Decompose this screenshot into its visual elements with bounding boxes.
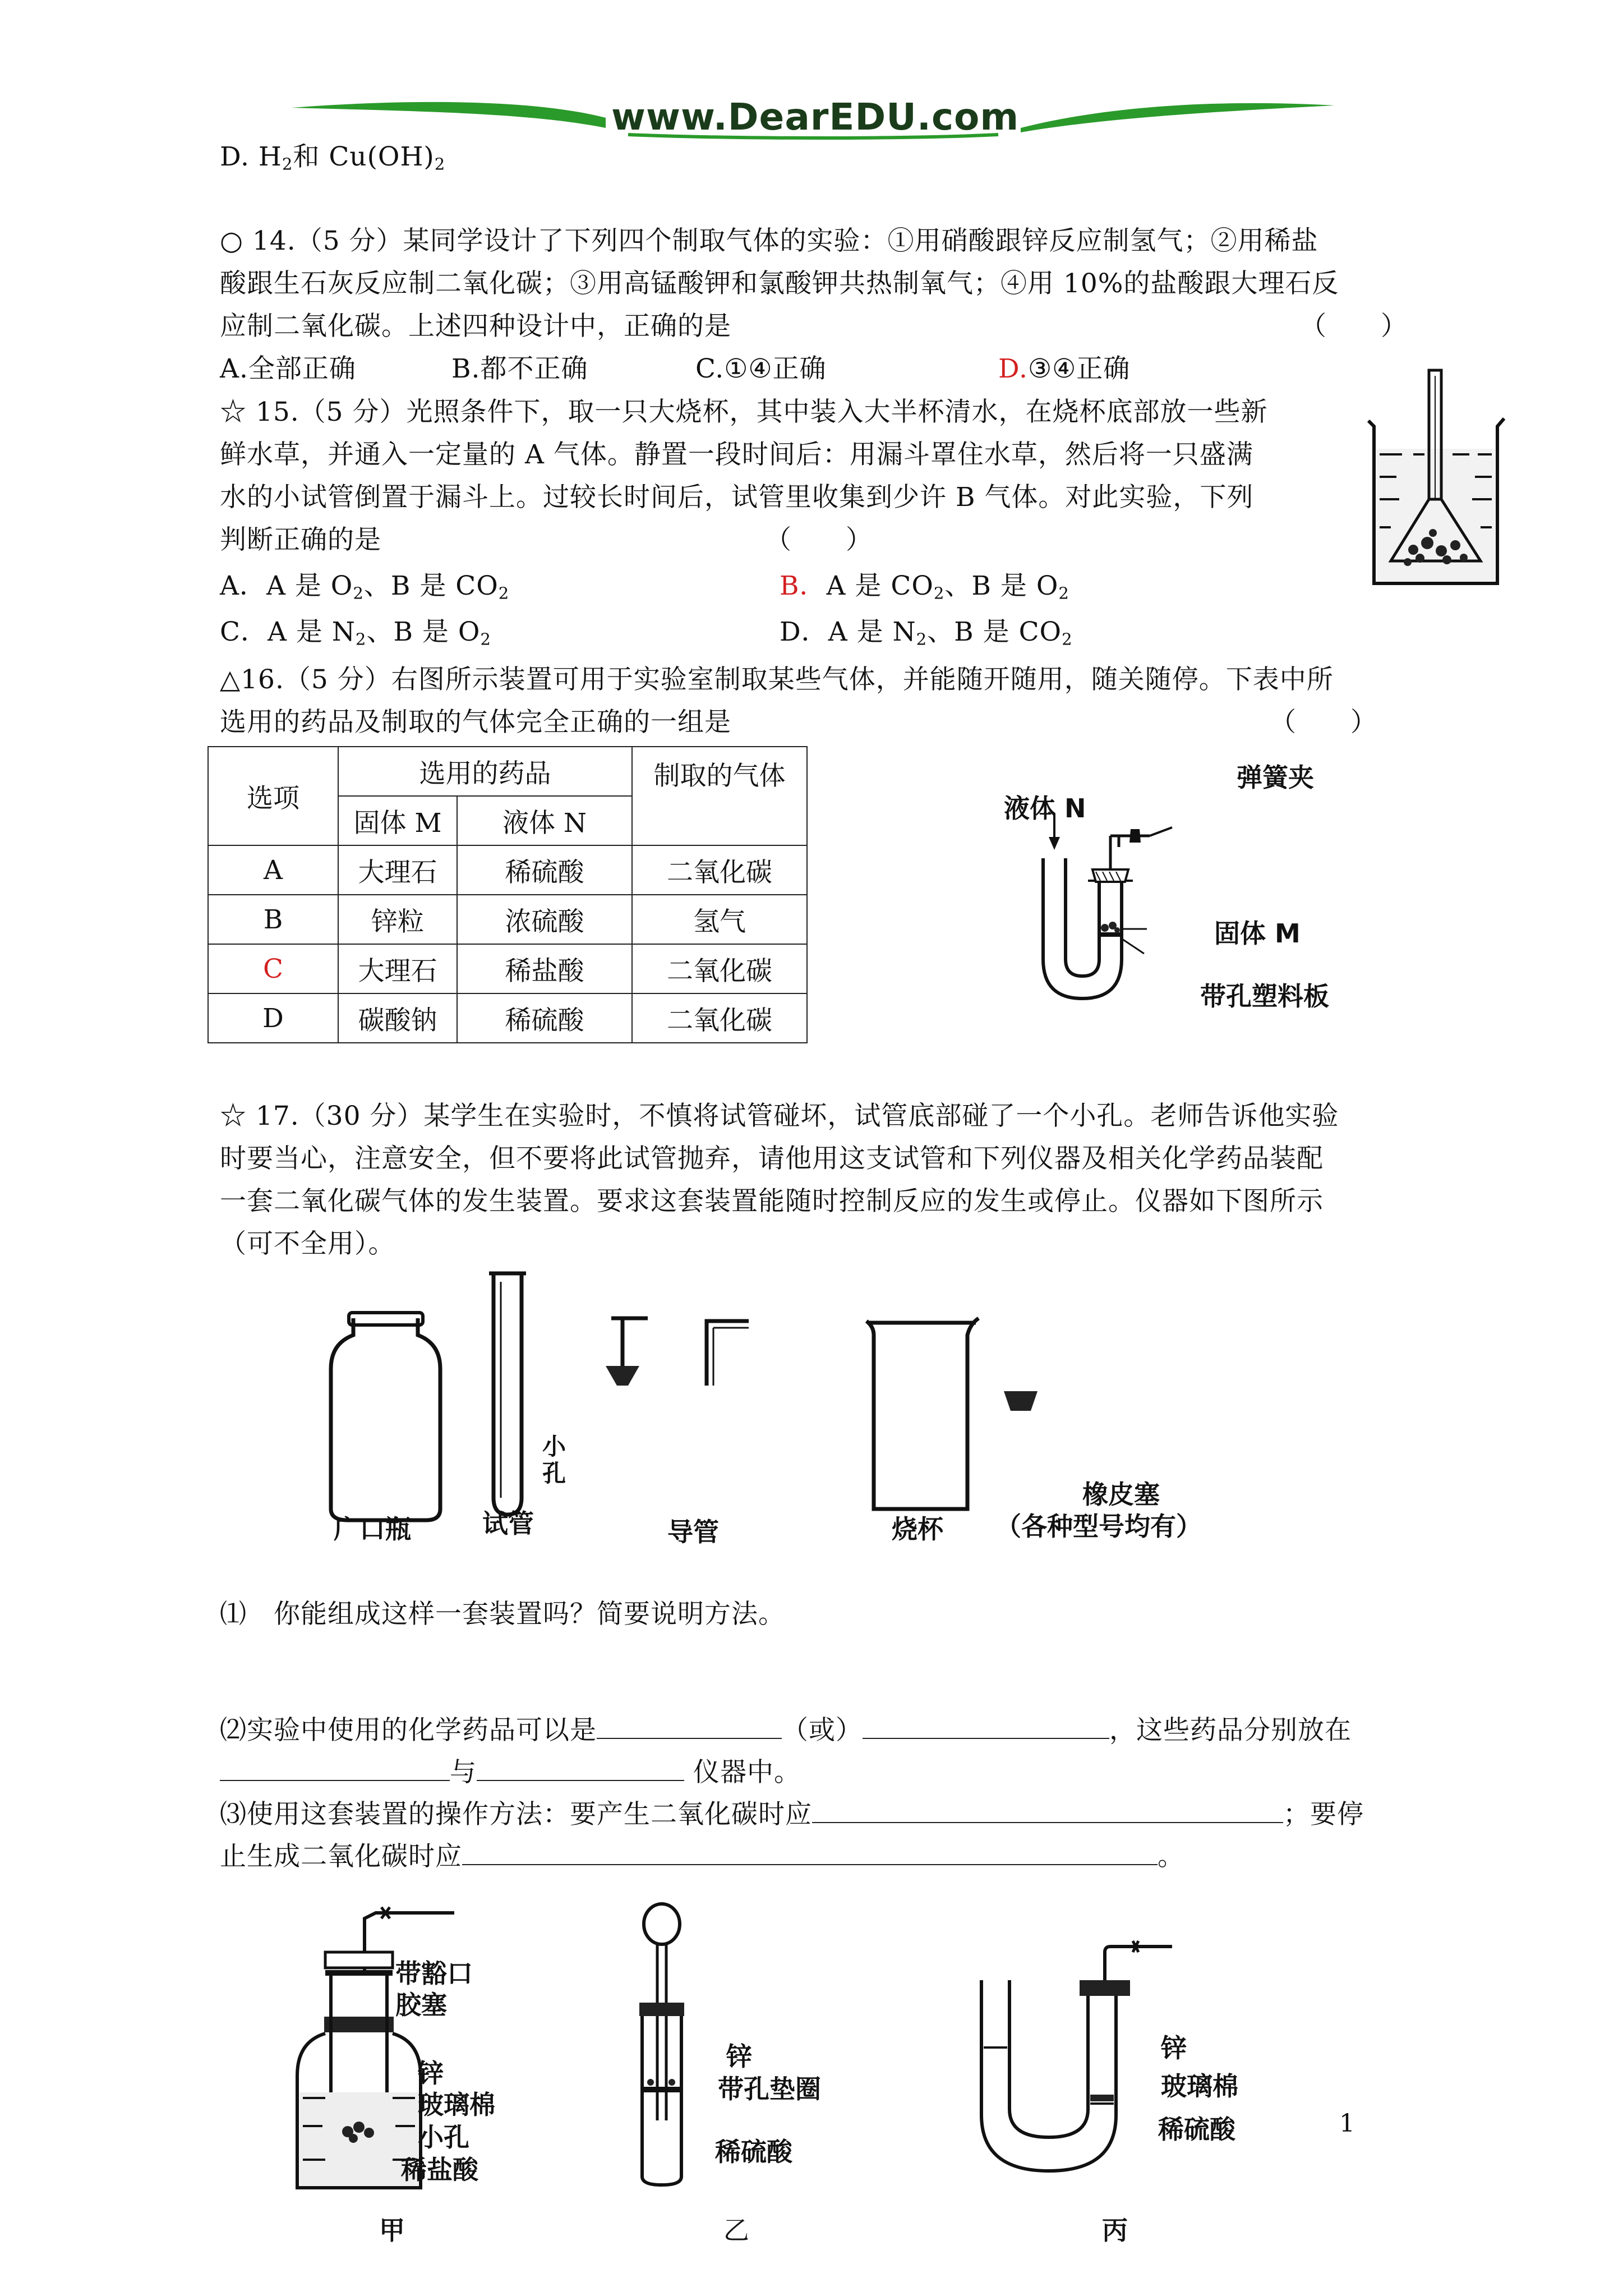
yi-label-acid: 稀硫酸 [715,2137,792,2167]
header-logo-text: www.DearEDU.com [611,95,1020,139]
q15-paren: （ ） [765,524,873,555]
caption-bing: 丙 [1102,2215,1128,2246]
jia-label-hcl: 稀盐酸 [401,2155,478,2185]
label-small-hole: 小孔 [542,1433,566,1487]
cell-liquid: 稀硫酸 [457,993,632,1043]
bing-label-acid: 稀硫酸 [1158,2114,1235,2145]
wide-mouth-bottle [331,1313,440,1520]
q14-line-1: ○ 14.（5 分）某同学设计了下列四个制取气体的实验：①用硝酸跟锌反应制氢气；②用稀盐 [220,226,1318,256]
q15-option-c: C．A 是 $N_2$、B 是 $O_2$ [220,616,491,649]
label-perforated-plate: 带孔塑料板 [1200,981,1329,1011]
jia-label-glass-wool: 玻璃棉 [418,2090,495,2120]
bing-label-zinc: 锌 [1161,2033,1187,2063]
q14-line-3: 应制二氧化碳。上述四种设计中，正确的是 [220,311,731,342]
page-number: 1 [1339,2109,1355,2138]
q17-sub2-line1: ⑵实验中使用的化学药品可以是 （或） ，这些药品分别放在 [220,1715,1352,1746]
q14-option-c: C.①④正确 [695,353,827,384]
cell-gas: 氢气 [632,895,807,944]
q15-line-4: 判断正确的是 [220,524,381,555]
header-option: 选项 [208,747,338,845]
table-row [208,993,807,1043]
q15-option-d: D．A 是 $N_2$、B 是 $CO_2$ [780,616,1073,649]
label-beaker: 烧杯 [892,1514,943,1544]
q15-beaker-figure [1357,365,1514,589]
cell-liquid: 浓硫酸 [457,895,632,944]
q15-line-2: 鲜水草，并通入一定量的 A 气体。静置一段时间后：用漏斗罩住水草，然后将一只盛满 [220,439,1253,470]
header-liquid: 液体 N [457,796,632,845]
beaker [866,1318,979,1509]
bing-label-glass-wool: 玻璃棉 [1161,2071,1238,2101]
answer-blank-drug-1[interactable] [597,1717,782,1739]
q15-option-b: B．A 是 $CO_2$、B 是 $O_2$ [780,570,1069,603]
caption-yi: 乙 [723,2215,749,2246]
jia-label-stopper: 带豁口 胶塞 [395,1958,473,2020]
cell-option: D [208,993,338,1043]
q16-paren: （ ） [1270,707,1377,738]
header-gas: 制取的气体 [632,747,807,845]
bent-tube [707,1321,749,1386]
q17-sub2-line2: 与 仪器中。 [220,1756,801,1789]
cell-solid: 大理石 [338,845,457,895]
cell-option-answer: C [208,944,338,993]
prev-option-d: D. $H_2$和 $Cu(OH)_2$ [220,141,446,174]
q16-line-1: △16.（5 分）右图所示装置可用于实验室制取某些气体，并能随开随用，随关随停。下表中所 [220,664,1334,695]
yi-label-ring: 带孔垫圈 [718,2074,821,2104]
q17-line-4: （可不全用）。 [220,1228,395,1259]
answer-blank-drug-2[interactable] [863,1717,1109,1739]
label-spring-clamp: 弹簧夹 [1237,762,1314,793]
label-rubber-stopper: 橡皮塞 [1082,1479,1160,1510]
figure-jia [292,1896,421,2188]
label-test-tube: 试管 [482,1508,534,1539]
cell-solid: 大理石 [338,944,457,993]
test-tube-with-hole [489,1273,526,1515]
caption-jia: 甲 [379,2215,405,2246]
q17-sub1: ⑴ 你能组成这样一套装置吗？简要说明方法。 [220,1599,785,1630]
cell-option: B [208,895,338,944]
q15-line-3: 水的小试管倒置于漏斗上。过较长时间后，试管里收集到少许 B 气体。对此实验，下列 [220,482,1254,513]
jia-label-zinc: 锌 [418,2058,444,2088]
label-pipe: 导管 [667,1517,719,1547]
cell-solid: 碳酸钠 [338,993,457,1043]
label-wide-mouth-bottle: 广口瓶 [334,1514,411,1544]
q16-options-table [208,746,808,1043]
jia-label-small-hole: 小孔 [418,2122,469,2152]
table-row [208,895,807,944]
q17-sub3-line1: ⑶使用这套装置的操作方法：要产生二氧化碳时应 ；要停 [220,1799,1364,1830]
q14-line-2: 酸跟生石灰反应制二氧化碳；③用高锰酸钾和氯酸钾共热制氧气；④用 10%的盐酸跟大理石反 [220,268,1339,299]
label-liquid-n: 液体 N [1004,793,1086,823]
q17-sub3-line2: 止生成二氧化碳时应 。 [220,1841,1184,1872]
yi-label-zinc: 锌 [726,2041,752,2072]
q16-line-2: 选用的药品及制取的气体完全正确的一组是 [220,707,731,738]
q14-paren: （ ） [1300,311,1408,342]
answer-blank-instrument-2[interactable] [477,1759,684,1781]
header-solid: 固体 M [338,796,457,845]
table-header-row [208,747,807,796]
header-drugs: 选用的药品 [338,747,632,796]
figure-yi [628,1902,695,2188]
q15-line-1: ☆ 15.（5 分）光照条件下，取一只大烧杯，其中装入大半杯清水，在烧杯底部放一些新 [220,397,1268,427]
cell-gas: 二氧化碳 [632,944,807,993]
q14-option-a: A.全部正确 [220,353,356,384]
cell-gas: 二氧化碳 [632,845,807,895]
cell-option: A [208,845,338,895]
label-solid-m: 固体 M [1214,918,1301,949]
q14-options [220,352,356,386]
cell-liquid: 稀硫酸 [457,845,632,895]
q17-line-2: 时要当心，注意安全，但不要将此试管抛弃，请他用这支试管和下列仪器及相关化学药品装配 [220,1143,1324,1174]
q17-line-3: 一套二氧化碳气体的发生装置。要求这套装置能随时控制反应的发生或停止。仪器如下图所示 [220,1186,1324,1217]
figure-bing [970,1935,1161,2182]
rubber-stopper [1004,1391,1038,1411]
q15-option-a: A．A 是 $O_2$、B 是 $CO_2$ [220,570,510,603]
q14-option-d: D.③④正确 [998,353,1131,384]
label-stopper-note: （各种型号均有） [995,1511,1202,1542]
cell-liquid: 稀盐酸 [457,944,632,993]
cell-solid: 锌粒 [338,895,457,944]
cell-gas: 二氧化碳 [632,993,807,1043]
table-row [208,845,807,895]
q14-option-b: B.都不正确 [451,353,588,384]
answer-blank-instrument-1[interactable] [220,1759,450,1781]
answer-blank-start[interactable] [812,1801,1283,1823]
q17-line-1: ☆ 17.（30 分）某学生在实验时，不慎将试管碰坏，试管底部碰了一个小孔。老师告诉他实验 [220,1101,1339,1131]
table-row [208,944,807,993]
answer-blank-stop[interactable] [462,1843,1158,1865]
